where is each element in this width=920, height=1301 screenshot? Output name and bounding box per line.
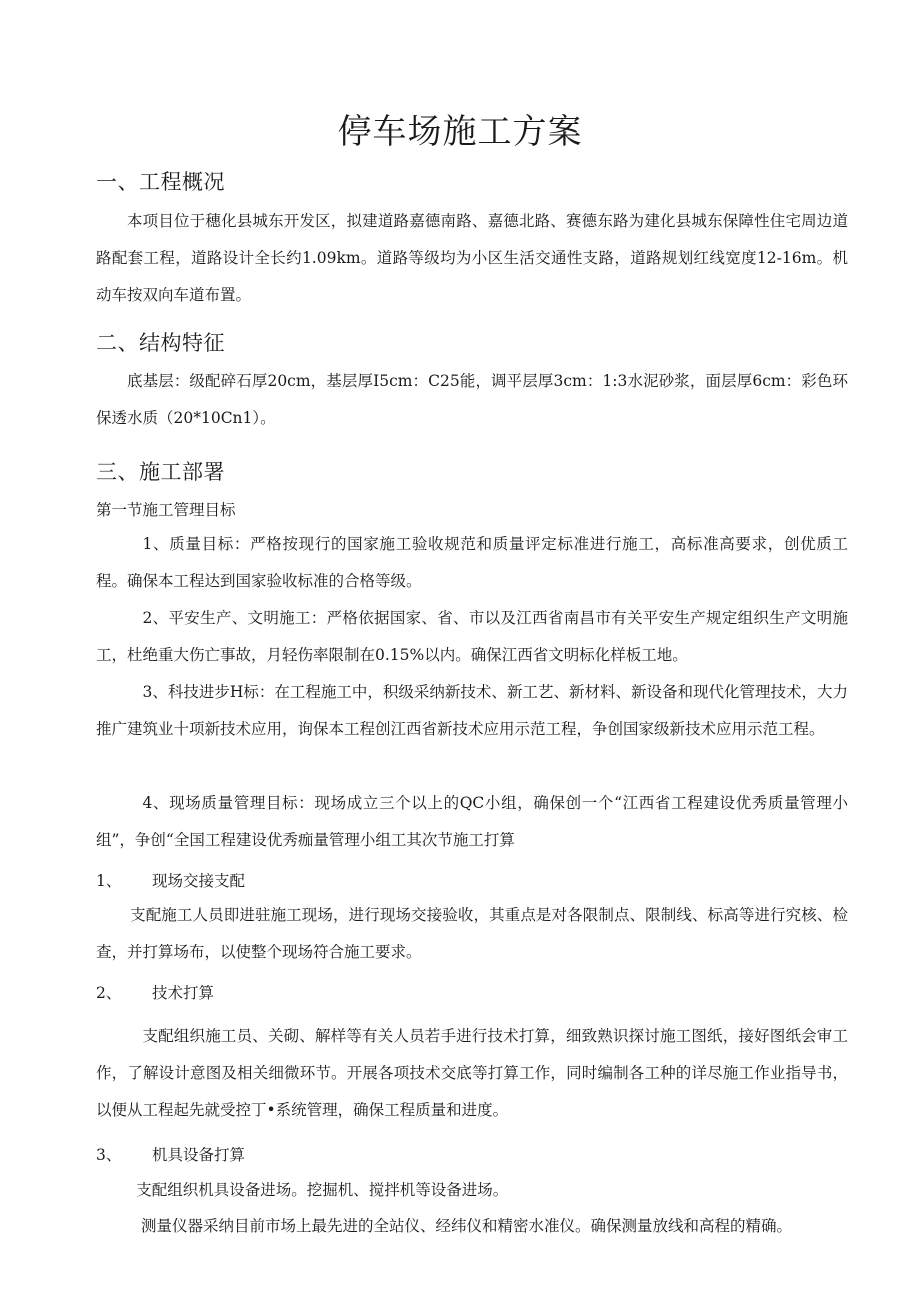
list-item-number: 3、 [96, 1146, 122, 1164]
list-item-label: 现场交接支配 [152, 872, 246, 890]
section-paragraph-overview: 本项目位于穗化县城东开发区，拟建道路嘉德南路、嘉德北路、赛德东路为建化县城东保障性住宅周边道路配套工程，道路设计全长约1.09km。道路等级均为小区生活交通性支路，道路规划红线宽度12-16m。机动车按双向车道布置。 [96, 212, 848, 304]
list-item-paragraph: 支配组织机具设备进场。挖掘机、搅拌机等设备进场。 [136, 1181, 509, 1199]
section-heading-structure: 二、结构特征 [96, 331, 225, 355]
goal-item-technology: 3、科技进步H标：在工程施工中，积级采纳新技术、新工艺、新材料、新设备和现代化管理技术，大力推广建筑业十项新技术应用，询保本工程创江西省新技术应用示范工程，争创国家级新技术应用示范工程。 [96, 683, 848, 738]
list-item-paragraph: 支配组织施工员、关砌、解样等有关人员若手进行技术打算，细致熟识探讨施工图纸，接好图纸会审工作，了解设计意图及相关细微环节。开展各项技术交底等打算工作，同时编制各工种的详尽施工作业指导书，以便从工程起先就受控丁•系统管理，确保工程质量和进度。 [96, 1027, 848, 1119]
list-item-equipment-prep [96, 1143, 245, 1165]
section-heading-deployment: 三、施工部署 [96, 460, 225, 484]
list-item-paragraph: 支配施工人员即进驻施工现场，进行现场交接验收，其重点是对各限制点、限制线、标高等进行究核、检查，并打算场布，以使整个现场符合施工要求。 [96, 906, 848, 961]
document-title: 停车场施工方案 [337, 112, 583, 152]
subsection-heading-management-goals: 第一节施工管理目标 [96, 501, 236, 519]
list-item-label: 技术打算 [152, 984, 215, 1002]
list-item-label: 机具设备打算 [152, 1146, 246, 1164]
section-paragraph-structure: 底基层：级配碎石厚20cm，基层厚I5cm：C25能，调平层厚3cm：1:3水泥砂浆，面层厚6cm：彩色环保透水质（20*10Cn1）。 [96, 372, 848, 427]
list-item-number: 1、 [96, 872, 122, 890]
goal-item-quality: 1、质量目标：严格按现行的国家施工验收规范和质量评定标准进行施工，高标准高要求，创优质工程。确保本工程达到国家验收标准的合格等级。 [96, 535, 848, 590]
section-heading-overview: 一、工程概况 [96, 170, 225, 194]
goal-item-safety: 2、平安生产、文明施工：严格依据国家、省、市以及江西省南昌市有关平安生产规定组织生产文明施工，杜绝重大伤亡事故，月轻伤率限制在0.15%以内。确保江西省文明标化样板工地。 [96, 609, 848, 664]
goal-item-qc: 4、现场质量管理目标：现场成立三个以上的QC小组，确保创一个“江西省工程建设优秀质量管理小组”，争创“全国工程建设优秀痂量管理小组工其次节施工打算 [96, 794, 848, 849]
list-item-technical-prep [96, 981, 214, 1003]
list-item-number: 2、 [96, 984, 122, 1002]
list-item-site-handover [96, 869, 245, 891]
list-item-paragraph: 测量仪器采纳目前市场上最先进的全站仪、经纬仪和精密水准仪。确保测量放线和高程的精确。 [140, 1217, 792, 1235]
